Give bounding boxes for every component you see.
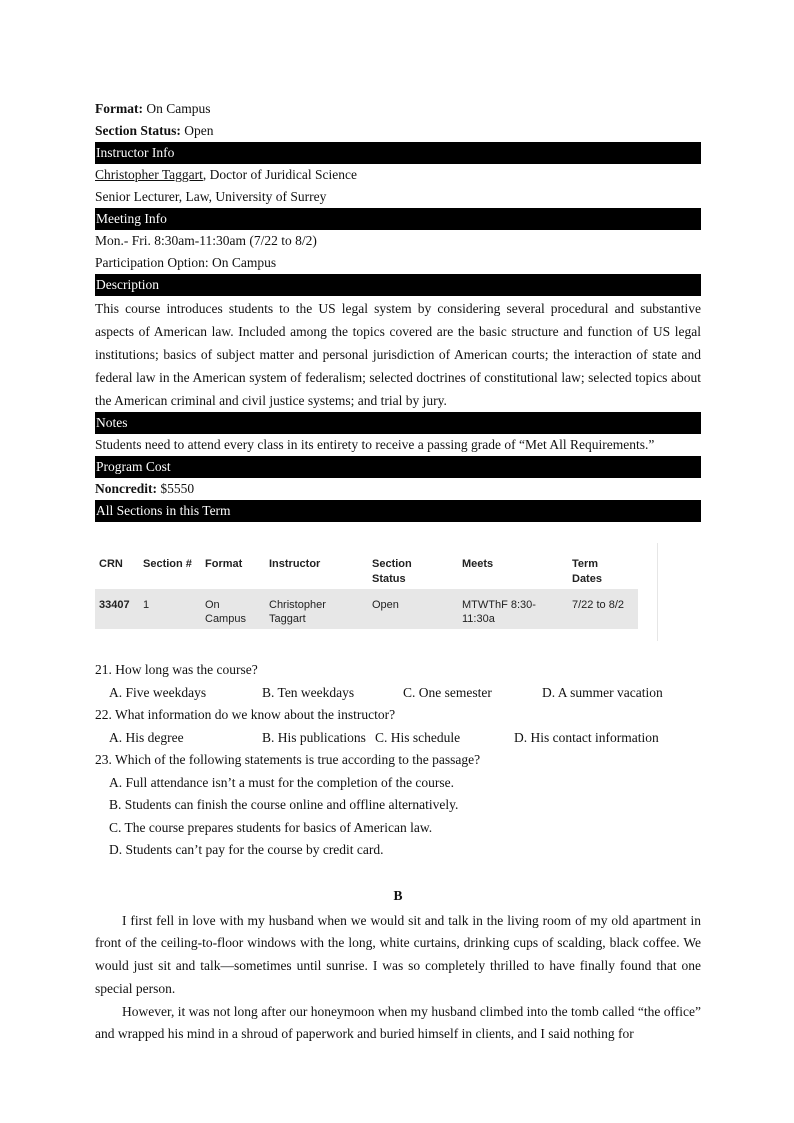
option-d: D. A summer vacation [542, 684, 663, 700]
format-label: Format: [95, 101, 143, 116]
all-sections-bar: All Sections in this Term [95, 500, 701, 522]
format-line [95, 98, 701, 120]
table-header [95, 543, 647, 588]
option-b: B. His publications [262, 729, 366, 745]
option-a: A. Five weekdays [109, 684, 207, 700]
option-d: D. Students can’t pay for the course by credit card. [109, 842, 384, 857]
cell-instructor: Christopher Taggart [269, 599, 326, 625]
question-options [95, 727, 701, 750]
question-stem: 22. What information do we know about the instructor? [95, 707, 396, 722]
question-21 [95, 659, 701, 704]
meeting-info-bar: Meeting Info [95, 208, 701, 230]
option-b: B. Students can finish the course online and offline alternatively. [109, 797, 459, 812]
th-crn: CRN [99, 558, 123, 570]
noncredit-label: Noncredit: [95, 481, 157, 496]
th-instructor: Instructor [269, 558, 321, 570]
cell-meets: MTWThF 8:30-11:30a [462, 599, 536, 625]
cell-status: Open [372, 599, 399, 611]
th-format: Format [205, 558, 243, 570]
th-section: Section # [143, 558, 192, 570]
description-bar: Description [95, 274, 701, 296]
th-section-status: Section Status [372, 558, 412, 585]
instructor-info-bar: Instructor Info [95, 142, 701, 164]
instructor-name-line [95, 164, 701, 186]
table-row[interactable] [95, 589, 638, 629]
question-stem: 21. How long was the course? [95, 662, 258, 677]
meeting-schedule: Mon.- Fri. 8:30am-11:30am (7/22 to 8/2) [95, 233, 317, 248]
instructor-position: Senior Lecturer, Law, University of Surrey [95, 189, 327, 204]
document-page [95, 98, 701, 1046]
option-c: C. The course prepares students for basics of American law. [109, 819, 433, 835]
noncredit-value: $5550 [160, 481, 195, 496]
section-status-value: Open [184, 123, 214, 138]
option-d: D. His contact information [514, 729, 659, 745]
cell-term-dates: 7/22 to 8/2 [572, 599, 624, 611]
instructor-degree: , Doctor of Juridical Science [202, 167, 357, 182]
section-status-line [95, 120, 701, 142]
option-c: C. His schedule [375, 729, 461, 745]
passage-paragraph-1: I first fell in love with my husband when we would sit and talk in the living room of my old apartment in front of the ceiling-to-floor windows with the long, white curtains, drinking cups of scalding, black coffee. We would just sit and talk—sometimes until sunrise. I was so completely thrilled to have finally found that one special person. [95, 912, 701, 996]
question-22 [95, 704, 701, 749]
th-meets: Meets [462, 558, 494, 570]
passage-paragraph-2: However, it was not long after our honeymoon when my husband climbed into the tomb called “the office” and wrapped his mind in a shroud of paperwork and buried himself in clients, and I said nothing for [95, 1003, 701, 1042]
cell-crn: 33407 [99, 599, 130, 611]
description-text: This course introduces students to the US legal system by considering several procedural and substantive aspects of American law. Included among the topics covered are the basic structure and function of US legal institutions; basics of subject matter and personal jurisdiction of American courts; the interaction of state and federal law in the American system of federalism; selected doctrines of constitutional law; selected topics about the American criminal and civil justice systems; and trial by jury. [95, 301, 701, 408]
cost-line [95, 478, 701, 500]
participation-option: Participation Option: On Campus [95, 255, 277, 270]
th-term-dates: Term Dates [572, 558, 602, 585]
question-23 [95, 749, 701, 862]
notes-bar: Notes [95, 412, 701, 434]
section-status-label: Section Status: [95, 123, 181, 138]
cell-section: 1 [143, 599, 150, 611]
option-a: A. His degree [109, 729, 184, 745]
option-b: B. Ten weekdays [262, 684, 355, 700]
section-heading: B [393, 887, 403, 903]
notes-text: Students need to attend every class in its entirety to receive a passing grade of “Met All Requirements.” [95, 437, 655, 452]
question-options [95, 682, 701, 705]
instructor-name-link[interactable]: Christopher Taggart [95, 167, 203, 182]
program-cost-bar: Program Cost [95, 456, 701, 478]
option-a: A. Full attendance isn’t a must for the completion of the course. [109, 774, 455, 790]
format-value: On Campus [146, 101, 211, 116]
question-stem: 23. Which of the following statements is true according to the passage? [95, 752, 481, 767]
sections-table [95, 543, 658, 641]
cell-format: On Campus [205, 599, 246, 625]
option-c: C. One semester [403, 684, 492, 700]
